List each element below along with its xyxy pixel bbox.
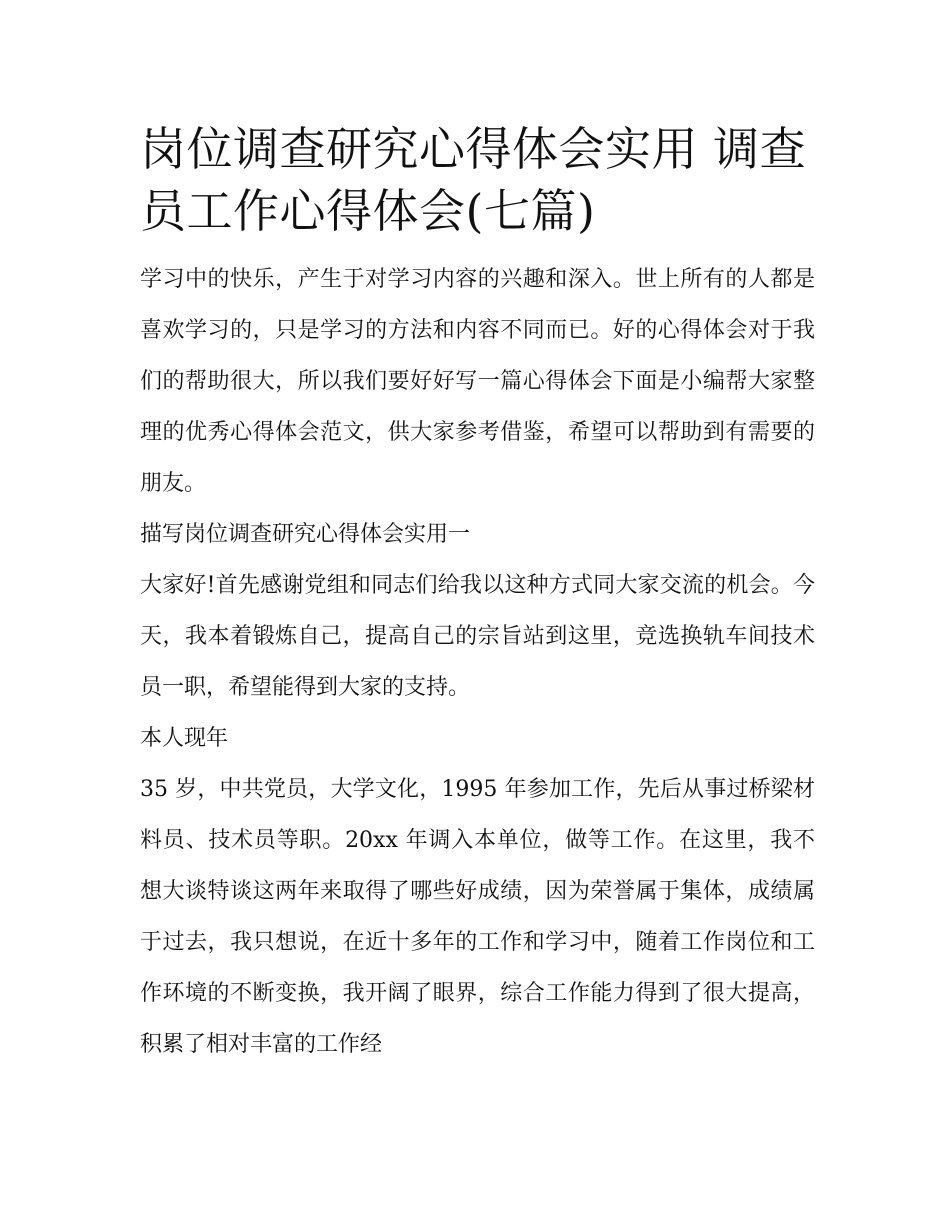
- paragraph-age: 本人现年: [140, 726, 229, 751]
- paragraph-background: 35 岁，中共党员，大学文化，1995 年参加工作，先后从事过桥梁材料员、技术员等职。20xx 年调入本单位，做等工作。在这里，我不想大谈特谈这两年来取得了哪些好成绩，因为荣誉属于集体，成绩属于过去，我只想说，在近十多年的工作和学习中，随着工作岗位和工作环境的不断变换，我开阔了眼界，综合工作能力得到了很大提高，积累了相对丰富的工作经: [140, 777, 815, 1057]
- document-body: [140, 254, 815, 1070]
- paragraph-intro: 学习中的快乐，产生于对学习内容的兴趣和深入。世上所有的人都是喜欢学习的，只是学习的方法和内容不同而已。好的心得体会对于我们的帮助很大，所以我们要好好写一篇心得体会下面是小编帮大家整理的优秀心得体会范文，供大家参考借鉴，希望可以帮助到有需要的朋友。: [140, 267, 815, 496]
- paragraph-greeting: 大家好!首先感谢党组和同志们给我以这种方式同大家交流的机会。今天，我本着锻炼自己，提高自己的宗旨站到这里，竞选换轨车间技术员一职，希望能得到大家的支持。: [140, 573, 815, 700]
- document-content: [140, 118, 815, 1070]
- section-heading: 描写岗位调查研究心得体会实用一: [140, 522, 471, 547]
- document-title: 岗位调查研究心得体会实用 调查员工作心得体会(七篇): [140, 122, 807, 238]
